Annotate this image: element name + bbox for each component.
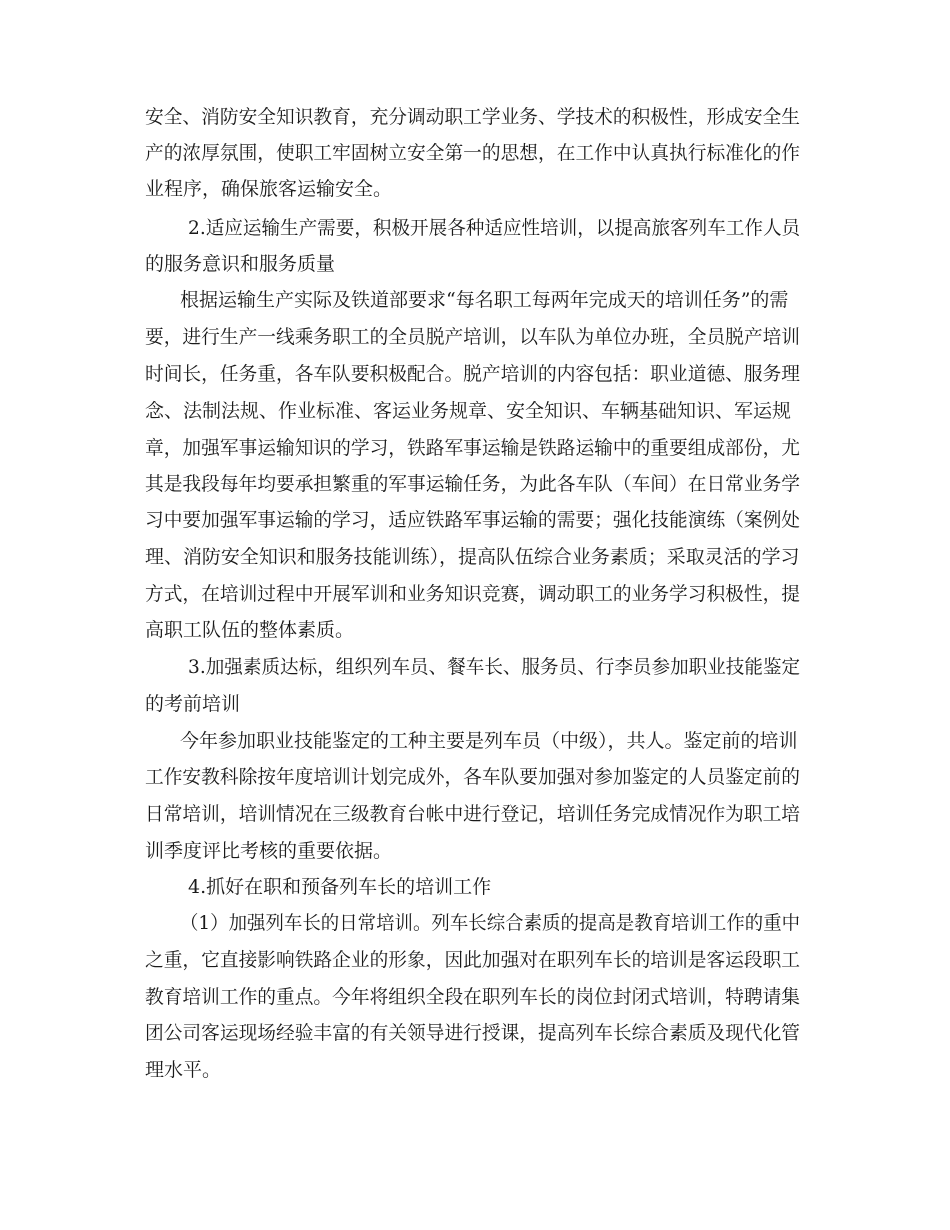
text-line: 方式，在培训过程中开展军训和业务知识竞赛，调动职工的业务学习积极性，提 [145, 583, 801, 605]
text-line: 的考前培训 [145, 693, 241, 715]
text-line: 4.抓好在职和预备列车长的培训工作 [188, 876, 492, 898]
text-line: 其是我段每年均要承担繁重的军事运输任务，为此各车队（车间）在日常业务学 [145, 473, 801, 495]
text-line: 日常培训，培训情况在三级教育台帐中进行登记，培训任务完成情况作为职工培 [145, 803, 801, 825]
text-line: 3.加强素质达标，组织列车员、餐车长、服务员、行李员参加职业技能鉴定 [188, 656, 801, 678]
text-line: 念、法制法规、作业标准、客运业务规章、安全知识、车辆基础知识、军运规 [145, 400, 792, 422]
text-line: 安全、消防安全知识教育，充分调动职工学业务、学技术的积极性，形成安全生 [145, 106, 801, 128]
text-line: 产的浓厚氛围，使职工牢固树立安全第一的思想，在工作中认真执行标准化的作 [145, 142, 801, 164]
text-line: 习中要加强军事运输的学习，适应铁路军事运输的需要；强化技能演练（案例处 [145, 509, 801, 531]
text-line: 理、消防安全知识和服务技能训练），提高队伍综合业务素质；采取灵活的学习 [145, 546, 800, 568]
text-line: 章，加强军事运输知识的学习，铁路军事运输是铁路运输中的重要组成部份，尤 [145, 437, 801, 459]
text-line: 根据运输生产实际及铁道部要求“每名职工每两年完成天的培训任务”的需 [180, 289, 789, 311]
text-line: 工作安教科除按年度培训计划完成外，各车队要加强对参加鉴定的人员鉴定前的 [145, 766, 801, 788]
text-line: 2.适应运输生产需要，积极开展各种适应性培训，以提高旅客列车工作人员 [188, 217, 801, 239]
text-line: 的服务意识和服务质量 [145, 253, 336, 275]
text-line: 教育培训工作的重点。今年将组织全段在职列车长的岗位封闭式培训，特聘请集 [145, 986, 801, 1008]
text-line: 今年参加职业技能鉴定的工种主要是列车员（中级），共人。鉴定前的培训 [180, 730, 798, 752]
text-line: 团公司客运现场经验丰富的有关领导进行授课，提高列车长综合素质及现代化管 [145, 1022, 801, 1044]
text-line: （1）加强列车长的日常培训。列车长综合素质的提高是教育培训工作的重中 [180, 912, 801, 934]
text-line: 训季度评比考核的重要依据。 [145, 840, 393, 862]
text-line: 要，进行生产一线乘务职工的全员脱产培训，以车队为单位办班，全员脱产培训 [145, 326, 801, 348]
text-line: 理水平。 [145, 1059, 222, 1081]
text-line: 时间长，任务重，各车队要积极配合。脱产培训的内容包括：职业道德、服务理 [145, 363, 801, 385]
text-line: 之重，它直接影响铁路企业的形象，因此加强对在职列车长的培训是客运段职工 [145, 949, 801, 971]
text-line: 高职工队伍的整体素质。 [145, 619, 355, 641]
text-line: 业程序，确保旅客运输安全。 [145, 178, 393, 200]
